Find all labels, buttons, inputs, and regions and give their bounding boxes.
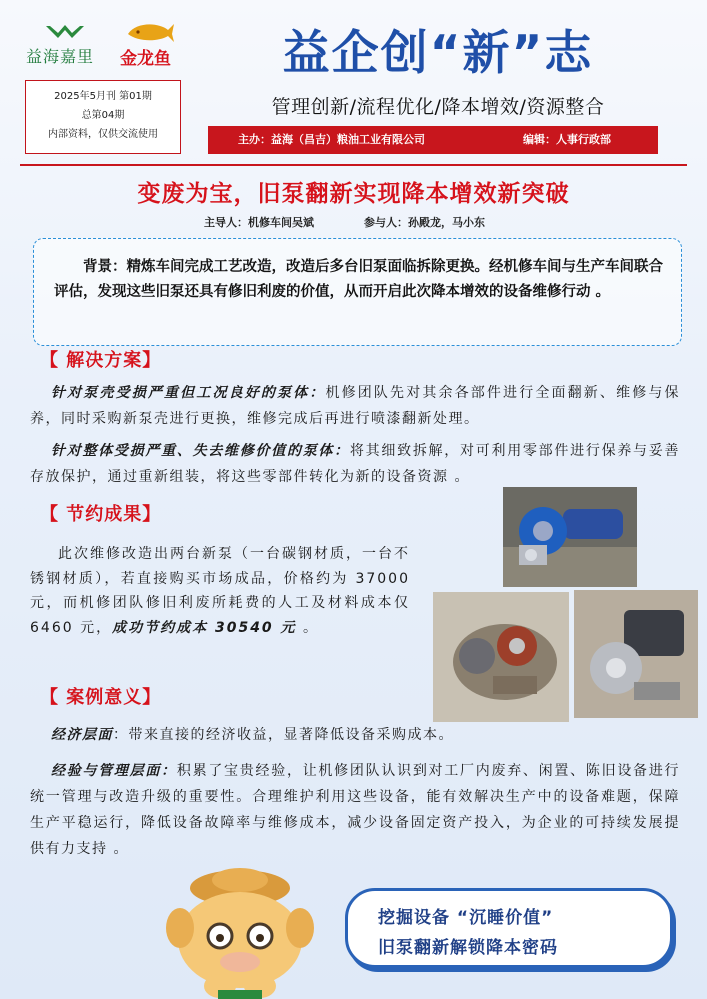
solution-p1-lead: 针对泵壳受损严重但工况良好的泵体： [51, 385, 326, 401]
masthead-title: 益企创“新”志 [282, 26, 594, 81]
solution-paragraph-2 [30, 438, 680, 490]
solution-paragraph-1 [30, 380, 680, 432]
significance-title: 【 案例意义】 [40, 687, 162, 708]
yihai-jiali-logo [20, 20, 110, 66]
wing-logo-icon [44, 22, 86, 42]
slogan-bubble [345, 888, 673, 968]
masthead-subtitle: 管理创新/流程优化/降本增效/资源整合 [271, 96, 605, 118]
savings-text: 此次维修改造出两台新泵（一台碳钢材质，一台不锈钢材质），若直接购买市场成品，价格约为 37000 元，而机修团队修旧利废所耗费的人工及材料成本仅 6460 元， [30, 546, 410, 636]
issue-total: 总第04期 [81, 110, 125, 121]
sponsor-bar [208, 126, 658, 154]
header-divider [20, 164, 687, 166]
background-text: 背景：精炼车间完成工艺改造，改造后多台旧泵面临拆除更换。经机修车间与生产车间联合评估，发现这些旧泵还具有修旧利废的价值，从而开启此次降本增效的设备维修行动 。 [54, 259, 663, 300]
solution-title: 【 解决方案】 [40, 350, 162, 371]
significance-p1-lead: 经济层面 [51, 727, 113, 743]
article-headline: 变废为宝，旧泵翻新实现降本增效新突破 [137, 181, 570, 207]
pump-photo-blue [503, 487, 637, 587]
savings-result: 成功节约成本 30540 元 [112, 619, 297, 636]
mascot-icon [160, 858, 320, 999]
slogan-line-1: 挖掘设备 “沉睡价值” [378, 908, 554, 928]
solution-p2-lead: 针对整体受损严重、失去维修价值的泵体： [51, 443, 350, 459]
article-participants: 参与人：孙殿龙，马小东 [364, 216, 485, 229]
jinlongyu-logo [118, 18, 184, 69]
background-box [33, 238, 682, 346]
issue-info-box [25, 80, 181, 154]
golden-fish-icon [124, 20, 176, 44]
solution-p2-text: 将其细致拆解，对可利用零部件进行保养与妥善存放保护，通过重新组装，将这些零部件转化为新的设备资源 。 [30, 443, 681, 485]
significance-paragraph-2 [30, 758, 680, 862]
issue-note: 内部资料，仅供交流使用 [48, 129, 158, 140]
article-leader: 主导人：机修车间吴斌 [204, 216, 314, 229]
savings-title: 【 节约成果】 [40, 504, 162, 525]
sponsor-host: 主办：益海（昌吉）粮油工业有限公司 [238, 133, 425, 146]
pump-photo-stainless [574, 590, 698, 718]
significance-p1-text: ：带来直接的经济收益，显著降低设备采购成本。 [113, 727, 454, 743]
solution-p1-text: 机修团队先对其余各部件进行全面翻新、维修与保养，同时采购新泵壳进行更换，维修完成后再进行喷漆翻新处理。 [30, 385, 681, 427]
significance-p2-lead: 经验与管理层面： [51, 763, 177, 779]
slogan-line-2: 旧泵翻新解锁降本密码 [378, 938, 558, 958]
savings-tail: 。 [296, 619, 320, 636]
significance-paragraph-1 [30, 722, 680, 748]
pump-photo-disassembled [433, 592, 569, 722]
yihai-logo-text: 益海嘉里 [26, 47, 95, 66]
savings-paragraph [30, 542, 410, 640]
mascot-illustration [160, 858, 320, 999]
significance-p2-text: 积累了宝贵经验，让机修团队认识到对工厂内废弃、闲置、陈旧设备进行统一管理与改造升级的重要性。合理维护利用这些设备，能有效解决生产中的设备难题，保障生产平稳运行，降低设备故障率与维修成本，减少设备固定资产投入，为企业的可持续发展提供有力支持 。 [30, 763, 681, 857]
issue-date: 2025年5月刊 第01期 [54, 91, 152, 102]
sponsor-editor: 编辑：人事行政部 [523, 133, 611, 146]
jinlongyu-logo-text: 金龙鱼 [120, 49, 171, 69]
